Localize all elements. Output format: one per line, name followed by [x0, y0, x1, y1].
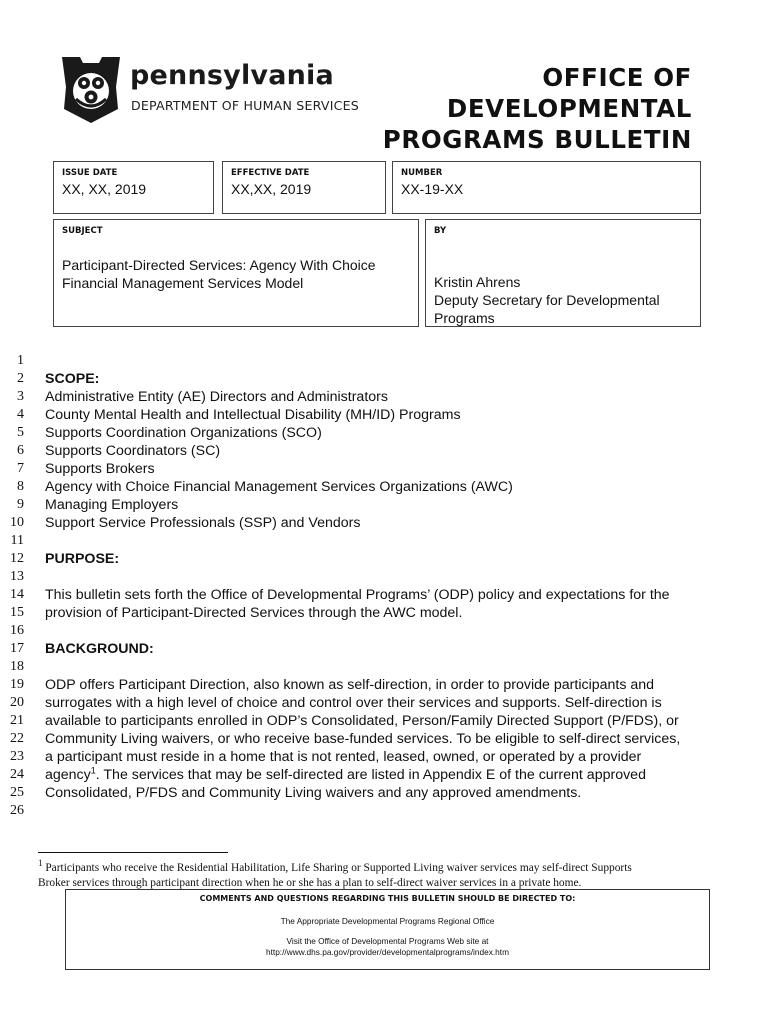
- subject-label: SUBJECT: [62, 226, 103, 236]
- title-line: DEVELOPMENTAL: [446, 94, 692, 123]
- body-line: County Mental Health and Intellectual Disability (MH/ID) Programs: [45, 407, 461, 423]
- body-line: a participant must reside in a home that is not rented, leased, owned, or operated by a provider: [45, 749, 642, 765]
- line-number: 2: [17, 371, 24, 386]
- body-line: This bulletin sets forth the Office of Developmental Programs’ (ODP) policy and expectations for the: [45, 587, 670, 603]
- footnote-divider: [38, 852, 228, 853]
- line-number: 4: [17, 407, 24, 422]
- line-number: 12: [10, 551, 24, 566]
- line-number: 13: [10, 569, 24, 584]
- number-label: NUMBER: [401, 168, 443, 178]
- by-line: Kristin Ahrens: [434, 274, 521, 290]
- line-number: 16: [10, 623, 24, 638]
- by-value: [434, 273, 660, 327]
- line-number: 25: [10, 785, 24, 800]
- footnote-line: Broker services through participant direction when he or she has a plan to self-direct waiver services in a private home.: [38, 877, 582, 889]
- department-name: DEPARTMENT OF HUMAN SERVICES: [131, 98, 359, 113]
- body-line: [45, 766, 646, 784]
- footnote-marker: 1: [38, 858, 43, 869]
- body-line: Administrative Entity (AE) Directors and Administrators: [45, 389, 388, 405]
- comments-box: [65, 889, 710, 970]
- website-url-link[interactable]: http://www.dhs.pa.gov/provider/developmentalprograms/index.htm: [265, 947, 510, 957]
- line-number: 18: [10, 659, 24, 674]
- line-number: 15: [10, 605, 24, 620]
- line-number: 24: [10, 767, 24, 782]
- footnote-text: Participants who receive the Residential Habilitation, Life Sharing or Supported Living waiver services may self-direct Supports: [42, 862, 632, 874]
- body-line: available to participants enrolled in ODP’s Consolidated, Person/Family Directed Support (P/FDS), or: [45, 713, 679, 729]
- website-intro-text: Visit the Office of Developmental Programs Web site at: [286, 936, 489, 946]
- title-line: OFFICE OF: [542, 63, 692, 92]
- brand-name: pennsylvania: [130, 60, 334, 91]
- effective-date-label: EFFECTIVE DATE: [231, 168, 310, 178]
- body-line: surrogates with a high level of choice and control over their services and supports. Self-direction is: [45, 695, 662, 711]
- line-number: 11: [10, 533, 24, 548]
- effective-date-box: [222, 161, 386, 214]
- body-line: Managing Employers: [45, 497, 179, 513]
- line-number: 7: [17, 461, 24, 476]
- line-number: 26: [10, 803, 24, 818]
- body-line: Community Living waivers, or who receive base-funded services. To be eligible to self-direct services,: [45, 731, 681, 747]
- number-box: [392, 161, 701, 214]
- line-number: 9: [17, 497, 24, 512]
- line-number: 1: [17, 353, 24, 368]
- line-number: 22: [10, 731, 24, 746]
- footnote-reference: 1: [90, 765, 96, 776]
- line-number: 17: [10, 641, 24, 656]
- body-line: Consolidated, P/FDS and Community Living waivers and any approved amendments.: [45, 785, 582, 801]
- body-line: Supports Coordination Organizations (SCO): [45, 425, 322, 441]
- body-line: Supports Coordinators (SC): [45, 443, 221, 459]
- body-line: Supports Brokers: [45, 461, 155, 477]
- line-number: 3: [17, 389, 24, 404]
- footnote-line: [38, 858, 632, 875]
- body-line: provision of Participant-Directed Services through the AWC model.: [45, 605, 463, 621]
- body-line: Support Service Professionals (SSP) and Vendors: [45, 515, 361, 531]
- line-number: 19: [10, 677, 24, 692]
- section-heading: PURPOSE:: [45, 551, 120, 567]
- body-text: agency: [45, 767, 91, 783]
- line-number: 14: [10, 587, 24, 602]
- bulletin-title: [383, 62, 692, 155]
- by-box: [425, 219, 701, 327]
- body-text: . The services that may be self-directed are listed in Appendix E of the current approved: [95, 767, 646, 783]
- line-number: 20: [10, 695, 24, 710]
- comments-heading: COMMENTS AND QUESTIONS REGARDING THIS BULLETIN SHOULD BE DIRECTED TO:: [199, 894, 576, 903]
- subject-line: Participant-Directed Services: Agency With Choice: [62, 257, 376, 273]
- section-heading: SCOPE:: [45, 371, 100, 387]
- pa-keystone-logo-icon: [60, 53, 122, 125]
- line-number: 23: [10, 749, 24, 764]
- line-number: 10: [10, 515, 24, 530]
- by-label: BY: [434, 226, 447, 236]
- subject-value: [62, 256, 376, 292]
- section-heading: BACKGROUND:: [45, 641, 154, 657]
- line-number: 8: [17, 479, 24, 494]
- line-number: 21: [10, 713, 24, 728]
- subject-line: Financial Management Services Model: [62, 275, 304, 291]
- by-line: Programs: [434, 310, 495, 326]
- issue-date-box: [53, 161, 214, 214]
- line-number: 6: [17, 443, 24, 458]
- number-value: XX-19-XX: [401, 181, 464, 197]
- effective-date-value: XX,XX, 2019: [231, 181, 312, 197]
- subject-box: [53, 219, 419, 327]
- body-line: ODP offers Participant Direction, also known as self-direction, in order to provide participants and: [45, 677, 655, 693]
- body-line: Agency with Choice Financial Management Services Organizations (AWC): [45, 479, 513, 495]
- regional-office-text: The Appropriate Developmental Programs Regional Office: [280, 916, 495, 926]
- title-line: PROGRAMS BULLETIN: [382, 125, 692, 154]
- by-line: Deputy Secretary for Developmental: [434, 292, 660, 308]
- issue-date-label: ISSUE DATE: [62, 168, 118, 178]
- issue-date-value: XX, XX, 2019: [62, 181, 147, 197]
- line-number: 5: [17, 425, 24, 440]
